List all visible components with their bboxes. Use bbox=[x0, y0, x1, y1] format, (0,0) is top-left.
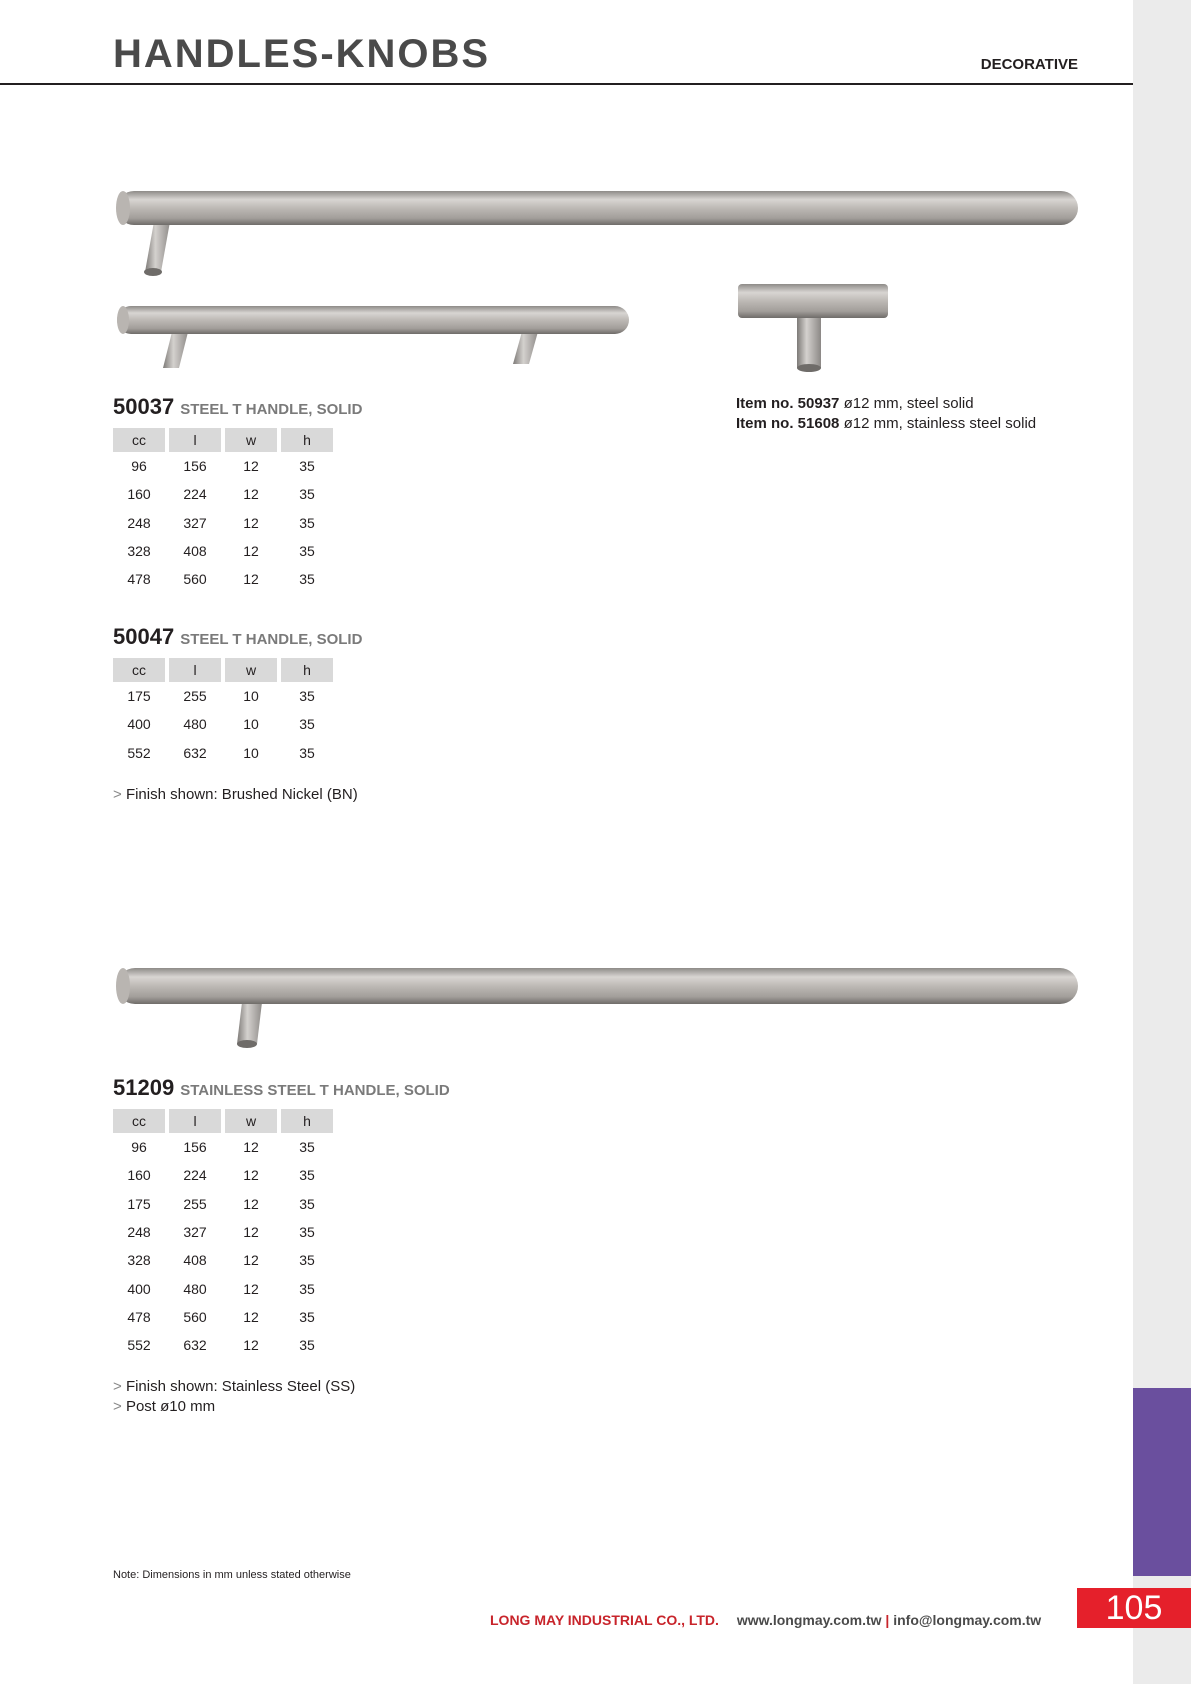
table-cell: 480 bbox=[183, 716, 207, 733]
table-cell: 35 bbox=[299, 1224, 315, 1241]
table-cell: 255 bbox=[183, 1195, 207, 1212]
product-description: STEEL T HANDLE, SOLID bbox=[180, 631, 363, 648]
note-text: Finish shown: Stainless Steel (SS) bbox=[125, 1378, 356, 1396]
product-description: STEEL T HANDLE, SOLID bbox=[180, 401, 363, 418]
table-cell: 480 bbox=[183, 1280, 207, 1297]
table-row bbox=[113, 1274, 333, 1302]
table-cell: 12 bbox=[243, 1167, 259, 1184]
table-cell: 35 bbox=[299, 1139, 315, 1156]
column-header: l bbox=[169, 658, 221, 682]
table-cell: 160 bbox=[127, 1167, 151, 1184]
product-code: 51209 bbox=[113, 1075, 175, 1100]
table-cell: 156 bbox=[183, 1139, 207, 1156]
header-divider bbox=[0, 83, 1133, 85]
table-cell: 12 bbox=[243, 1224, 259, 1241]
column-header: l bbox=[169, 428, 221, 452]
item-detail: ø12 mm, steel solid bbox=[843, 395, 974, 412]
product-code: 50037 bbox=[113, 394, 175, 419]
product-heading bbox=[113, 394, 362, 420]
table-cell: 12 bbox=[243, 1337, 259, 1354]
chapter-tab bbox=[1133, 1388, 1191, 1576]
table-cell: 552 bbox=[127, 744, 151, 761]
table-cell: 328 bbox=[127, 1252, 151, 1269]
table-cell: 10 bbox=[243, 744, 259, 761]
table-cell: 327 bbox=[183, 514, 207, 531]
table-cell: 248 bbox=[127, 514, 151, 531]
table-row bbox=[113, 1331, 333, 1359]
column-header: w bbox=[225, 658, 277, 682]
table-cell: 408 bbox=[183, 1252, 207, 1269]
table-cell: 12 bbox=[243, 486, 259, 503]
knob-item-list bbox=[736, 394, 1036, 434]
column-header: w bbox=[225, 428, 277, 452]
column-header: h bbox=[281, 1109, 333, 1133]
table-cell: 156 bbox=[183, 458, 207, 475]
table-cell: 96 bbox=[131, 1139, 147, 1156]
table-cell: 96 bbox=[131, 458, 147, 475]
product-50047 bbox=[113, 624, 362, 805]
company-name: LONG MAY INDUSTRIAL CO., LTD. bbox=[490, 1612, 719, 1628]
table-cell: 632 bbox=[183, 744, 207, 761]
column-header: l bbox=[169, 1109, 221, 1133]
email-link[interactable]: info@longmay.com.tw bbox=[893, 1612, 1042, 1628]
product-50037 bbox=[113, 394, 362, 593]
note-text: Post ø10 mm bbox=[125, 1398, 216, 1416]
table-cell: 632 bbox=[183, 1337, 207, 1354]
item-line bbox=[736, 394, 1036, 414]
item-detail: ø12 mm, stainless steel solid bbox=[843, 415, 1037, 432]
item-line bbox=[736, 414, 1036, 434]
table-cell: 35 bbox=[299, 514, 315, 531]
table-cell: 175 bbox=[127, 688, 151, 705]
product-heading bbox=[113, 624, 362, 650]
table-cell: 400 bbox=[127, 1280, 151, 1297]
table-cell: 224 bbox=[183, 486, 207, 503]
table-cell: 255 bbox=[183, 688, 207, 705]
table-cell: 12 bbox=[243, 1252, 259, 1269]
stainless-t-handle-image bbox=[113, 964, 1078, 1049]
table-cell: 35 bbox=[299, 1195, 315, 1212]
table-row bbox=[113, 710, 333, 738]
column-header: h bbox=[281, 428, 333, 452]
t-knob-image bbox=[736, 280, 892, 375]
table-cell: 35 bbox=[299, 1252, 315, 1269]
section-category: DECORATIVE bbox=[980, 56, 1078, 73]
table-cell: 35 bbox=[299, 716, 315, 733]
medium-t-handle-image bbox=[113, 302, 633, 372]
note-line bbox=[113, 1397, 450, 1417]
column-header: cc bbox=[113, 428, 165, 452]
table-cell: 478 bbox=[127, 1308, 151, 1325]
table-cell: 10 bbox=[243, 688, 259, 705]
table-row bbox=[113, 739, 333, 767]
table-cell: 35 bbox=[299, 688, 315, 705]
dimension-table bbox=[109, 428, 337, 593]
table-cell: 35 bbox=[299, 1280, 315, 1297]
table-cell: 478 bbox=[127, 571, 151, 588]
product-51209 bbox=[113, 1075, 450, 1417]
dimension-table bbox=[109, 1109, 337, 1359]
table-cell: 328 bbox=[127, 543, 151, 560]
table-cell: 12 bbox=[243, 543, 259, 560]
table-cell: 400 bbox=[127, 716, 151, 733]
table-cell: 12 bbox=[243, 458, 259, 475]
table-cell: 10 bbox=[243, 716, 259, 733]
footer-separator: | bbox=[885, 1612, 890, 1628]
table-cell: 35 bbox=[299, 1337, 315, 1354]
footer bbox=[490, 1612, 1041, 1628]
column-header: h bbox=[281, 658, 333, 682]
table-cell: 327 bbox=[183, 1224, 207, 1241]
table-cell: 224 bbox=[183, 1167, 207, 1184]
bullet-arrow: > bbox=[113, 1378, 122, 1396]
table-cell: 35 bbox=[299, 486, 315, 503]
table-cell: 560 bbox=[183, 1308, 207, 1325]
table-row bbox=[113, 682, 333, 710]
note-line bbox=[113, 1377, 450, 1397]
column-header: cc bbox=[113, 658, 165, 682]
table-row bbox=[113, 1133, 333, 1161]
table-cell: 12 bbox=[243, 514, 259, 531]
table-row bbox=[113, 1161, 333, 1189]
table-row bbox=[113, 480, 333, 508]
item-number: Item no. 50937 bbox=[736, 395, 840, 412]
bullet-arrow: > bbox=[113, 785, 122, 803]
product-description: STAINLESS STEEL T HANDLE, SOLID bbox=[180, 1082, 450, 1099]
table-row bbox=[113, 1218, 333, 1246]
table-cell: 35 bbox=[299, 458, 315, 475]
page-title: HANDLES-KNOBS bbox=[113, 32, 491, 76]
table-row bbox=[113, 537, 333, 565]
table-cell: 12 bbox=[243, 1195, 259, 1212]
table-cell: 552 bbox=[127, 1337, 151, 1354]
table-row bbox=[113, 1246, 333, 1274]
table-cell: 560 bbox=[183, 571, 207, 588]
table-cell: 175 bbox=[127, 1195, 151, 1212]
table-row bbox=[113, 1303, 333, 1331]
table-cell: 12 bbox=[243, 1308, 259, 1325]
table-row bbox=[113, 1190, 333, 1218]
finish-notes bbox=[113, 785, 362, 805]
note-text: Finish shown: Brushed Nickel (BN) bbox=[125, 785, 358, 803]
table-cell: 35 bbox=[299, 543, 315, 560]
table-cell: 160 bbox=[127, 486, 151, 503]
note-line bbox=[113, 785, 362, 805]
column-header: cc bbox=[113, 1109, 165, 1133]
table-cell: 35 bbox=[299, 744, 315, 761]
table-cell: 35 bbox=[299, 1308, 315, 1325]
table-cell: 248 bbox=[127, 1224, 151, 1241]
table-cell: 35 bbox=[299, 1167, 315, 1184]
table-cell: 12 bbox=[243, 1139, 259, 1156]
product-code: 50047 bbox=[113, 624, 175, 649]
table-row bbox=[113, 565, 333, 593]
table-row bbox=[113, 509, 333, 537]
table-cell: 12 bbox=[243, 571, 259, 588]
page-number: 105 bbox=[1077, 1588, 1191, 1628]
product-heading bbox=[113, 1075, 450, 1101]
dimensions-footnote: Note: Dimensions in mm unless stated otherwise bbox=[113, 1569, 351, 1581]
bullet-arrow: > bbox=[113, 1398, 122, 1416]
table-row bbox=[113, 452, 333, 480]
website-link[interactable]: www.longmay.com.tw bbox=[736, 1612, 882, 1628]
dimension-table bbox=[109, 658, 337, 767]
item-number: Item no. 51608 bbox=[736, 415, 840, 432]
table-cell: 35 bbox=[299, 571, 315, 588]
table-cell: 12 bbox=[243, 1280, 259, 1297]
column-header: w bbox=[225, 1109, 277, 1133]
long-t-handle-image bbox=[113, 188, 1078, 278]
finish-notes bbox=[113, 1377, 450, 1417]
table-cell: 408 bbox=[183, 543, 207, 560]
